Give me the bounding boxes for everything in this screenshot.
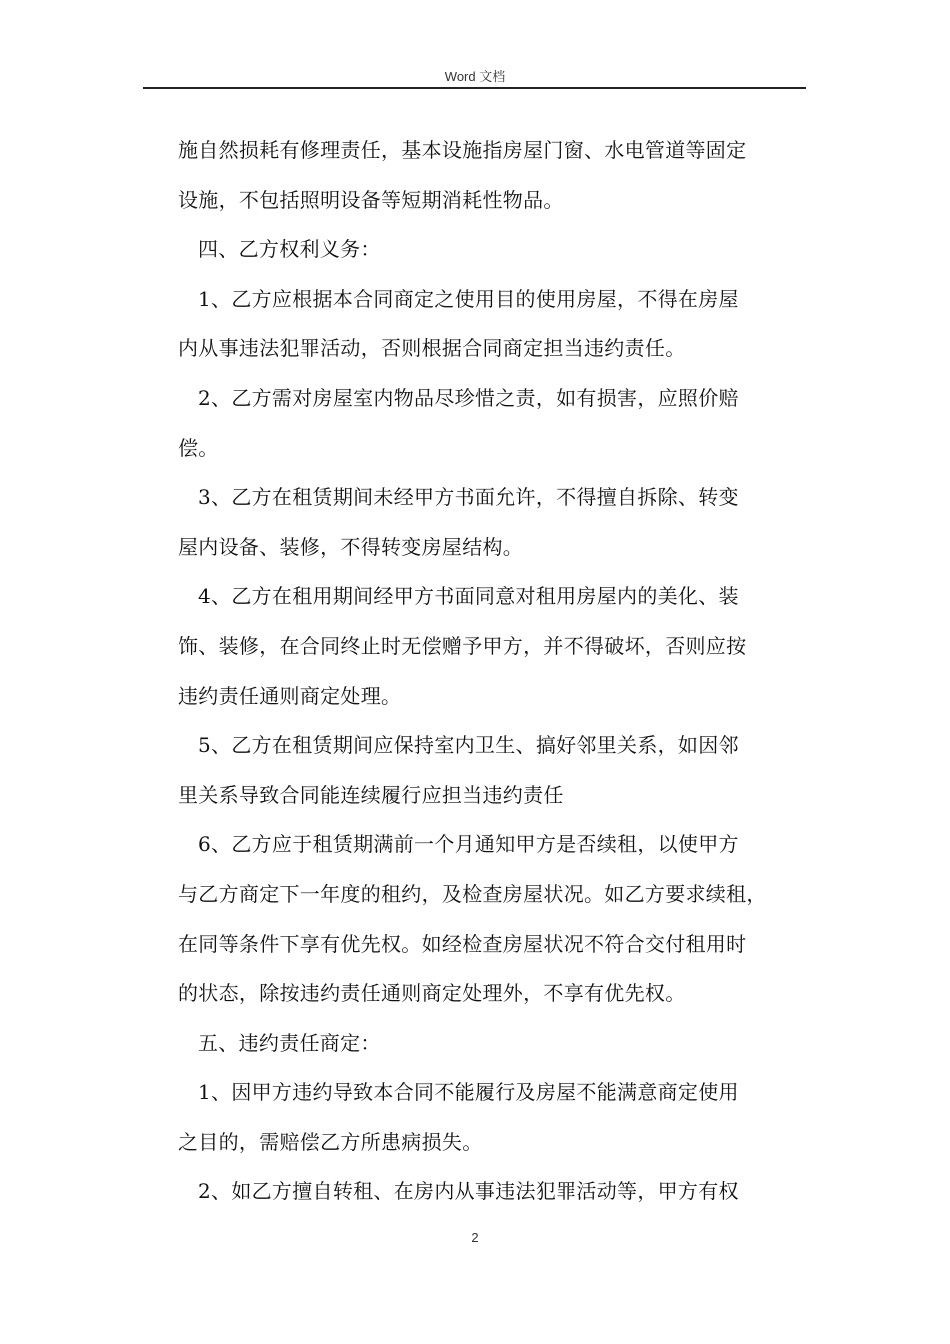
- paragraph-line: 饰、装修，在合同终止时无偿赠予甲方，并不得破坏，否则应按: [178, 633, 747, 658]
- page-number: 2: [471, 1230, 479, 1245]
- paragraph-line: 施自然损耗有修理责任，基本设施指房屋门窗、水电管道等固定: [178, 138, 747, 162]
- paragraph-line: 的状态，除按违约责任通则商定处理外，不享有优先权。: [178, 981, 686, 1006]
- paragraph-line: 内从事违法犯罪活动，否则根据合同商定担当违约责任。: [178, 336, 686, 361]
- paragraph-line: 2、如乙方擅自转租、在房内从事违法犯罪活动等，甲方有权: [198, 1179, 739, 1204]
- paragraph-line: 1、因甲方违约导致本合同不能履行及房屋不能满意商定使用: [198, 1080, 739, 1105]
- paragraph-line: 5、乙方在租赁期间应保持室内卫生、搞好邻里关系，如因邻: [198, 733, 739, 758]
- header-divider: [143, 87, 806, 89]
- paragraph-line: 1、乙方应根据本合同商定之使用目的使用房屋，不得在房屋: [198, 286, 739, 311]
- paragraph-line: 屋内设备、装修，不得转变房屋结构。: [178, 534, 524, 559]
- paragraph-line: 里关系导致合同能连续履行应担当违约责任: [178, 782, 564, 807]
- page-header-title: Word 文档: [444, 69, 506, 84]
- paragraph-line: 6、乙方应于租赁期满前一个月通知甲方是否续租，以使甲方: [198, 832, 739, 857]
- paragraph-line: 2、乙方需对房屋室内物品尽珍惜之责，如有损害，应照价赔: [198, 385, 739, 410]
- paragraph-line: 违约责任通则商定处理。: [178, 683, 402, 708]
- paragraph-line: 设施，不包括照明设备等短期消耗性物品。: [178, 187, 564, 212]
- section-heading: 五、违约责任商定：: [198, 1030, 381, 1055]
- paragraph-line: 与乙方商定下一年度的租约，及检查房屋状况。如乙方要求续租，: [178, 881, 767, 906]
- paragraph-line: 在同等条件下享有优先权。如经检查房屋状况不符合交付租用时: [178, 931, 747, 956]
- section-heading: 四、乙方权利义务：: [198, 237, 381, 262]
- paragraph-line: 之目的，需赔偿乙方所患病损失。: [178, 1129, 483, 1154]
- document-body: [178, 126, 818, 1217]
- paragraph-line: 3、乙方在租赁期间未经甲方书面允许，不得擅自拆除、转变: [198, 485, 739, 510]
- paragraph-line: 4、乙方在租用期间经甲方书面同意对租用房屋内的美化、装: [198, 584, 739, 609]
- paragraph-line: 偿。: [178, 435, 219, 460]
